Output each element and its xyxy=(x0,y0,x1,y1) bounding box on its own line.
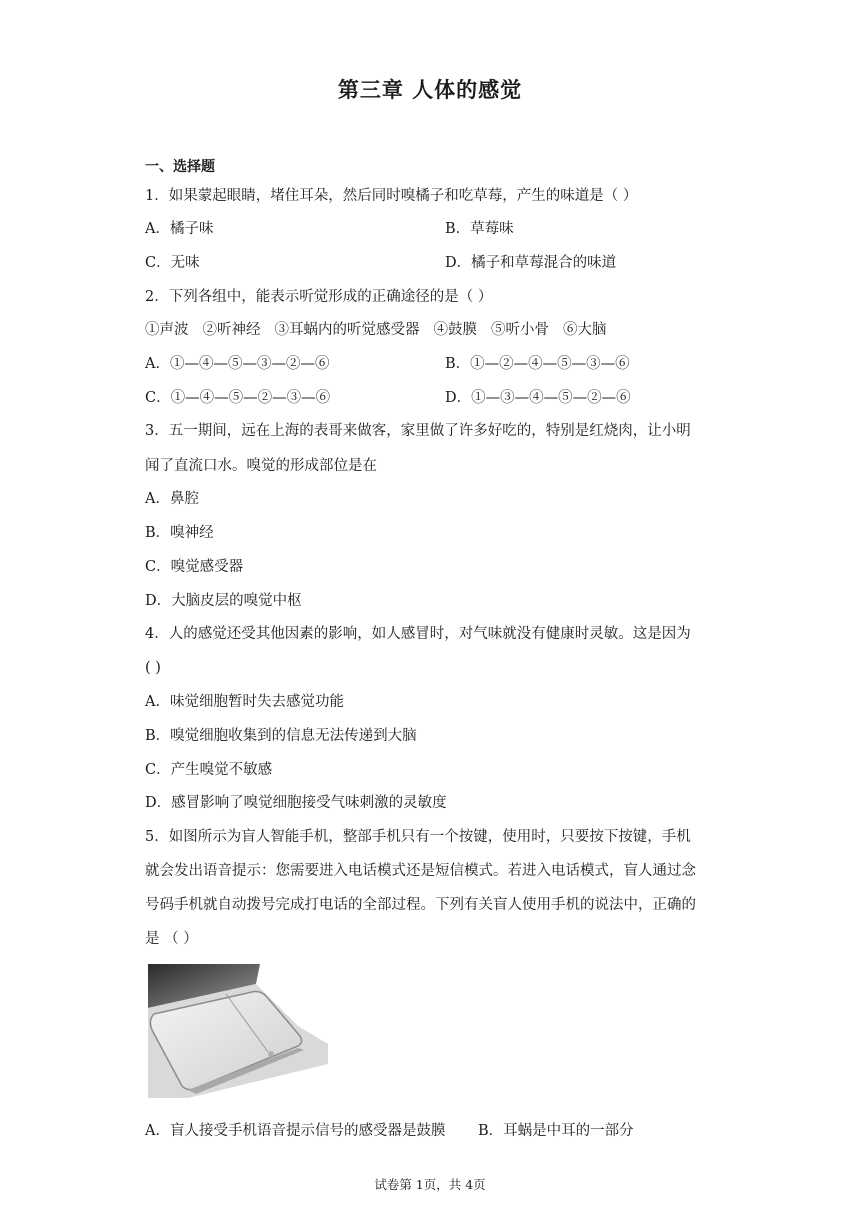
q3-stem-line1: 3．五一期间，远在上海的表哥来做客，家里做了许多好吃的，特别是红烧肉，让小明 xyxy=(145,423,691,439)
q2-stem: 2．下列各组中，能表示听觉形成的正确途径的是（ ） xyxy=(145,289,493,305)
q2-item: ⑤听小骨 xyxy=(491,322,549,338)
q2-option-c: C．①—④—⑤—②—③—⑥ xyxy=(145,390,331,406)
q2-item: ⑥大脑 xyxy=(563,322,607,338)
q1-option-b: B．草莓味 xyxy=(445,221,514,237)
q3-option-d: D．大脑皮层的嗅觉中枢 xyxy=(145,593,302,609)
q4-option-d: D．感冒影响了嗅觉细胞接受气味刺激的灵敏度 xyxy=(145,795,447,811)
q5-option-a: A．盲人接受手机语音提示信号的感受器是鼓膜 xyxy=(145,1123,446,1139)
q2-option-a: A．①—④—⑤—③—②—⑥ xyxy=(145,356,330,372)
q5-stem-line4: 是 （ ） xyxy=(145,931,198,947)
q3-option-b: B．嗅神经 xyxy=(145,525,214,541)
q3-option-c: C．嗅觉感受器 xyxy=(145,559,244,575)
page-footer: 试卷第 1页，共 4页 xyxy=(374,1177,486,1192)
q2-items xyxy=(145,320,607,340)
q3-stem-line2: 闻了直流口水。嗅觉的形成部位是在 xyxy=(145,458,377,474)
q2-option-b: B．①—②—④—⑤—③—⑥ xyxy=(445,356,630,372)
q1-option-d: D．橘子和草莓混合的味道 xyxy=(445,255,617,271)
q4-option-b: B．嗅觉细胞收集到的信息无法传递到大脑 xyxy=(145,728,417,744)
q5-stem-line2: 就会发出语音提示：您需要进入电话模式还是短信模式。若进入电话模式，盲人通过念 xyxy=(145,863,696,879)
q2-item: ①声波 xyxy=(145,322,189,338)
q2-item: ②听神经 xyxy=(202,322,261,338)
q2-option-d: D．①—③—④—⑤—②—⑥ xyxy=(445,390,631,406)
page-title: 第三章 人体的感觉 xyxy=(337,78,523,102)
q5-option-b: B．耳蜗是中耳的一部分 xyxy=(478,1123,634,1139)
q1-option-a: A．橘子味 xyxy=(145,221,214,237)
blind-phone-image xyxy=(148,964,328,1098)
q4-option-a: A．味觉细胞暂时失去感觉功能 xyxy=(145,694,344,710)
q5-stem-line1: 5．如图所示为盲人智能手机，整部手机只有一个按键，使用时，只要按下按键，手机 xyxy=(145,829,691,845)
q4-stem-line2: ( ) xyxy=(145,660,161,676)
q1-stem: 1．如果蒙起眼睛，堵住耳朵，然后同时嗅橘子和吃草莓，产生的味道是（ ） xyxy=(145,188,638,204)
q5-stem-line3: 号码手机就自动拨号完成打电话的全部过程。下列有关盲人使用手机的说法中，正确的 xyxy=(145,897,696,913)
q4-option-c: C．产生嗅觉不敏感 xyxy=(145,762,273,778)
q2-item: ④鼓膜 xyxy=(433,322,477,338)
section-heading: 一、选择题 xyxy=(145,159,215,175)
q4-stem-line1: 4．人的感觉还受其他因素的影响，如人感冒时，对气味就没有健康时灵敏。这是因为 xyxy=(145,626,691,642)
q1-option-c: C．无味 xyxy=(145,255,200,271)
q3-option-a: A．鼻腔 xyxy=(145,491,199,507)
q2-item: ③耳蜗内的听觉感受器 xyxy=(274,322,420,338)
